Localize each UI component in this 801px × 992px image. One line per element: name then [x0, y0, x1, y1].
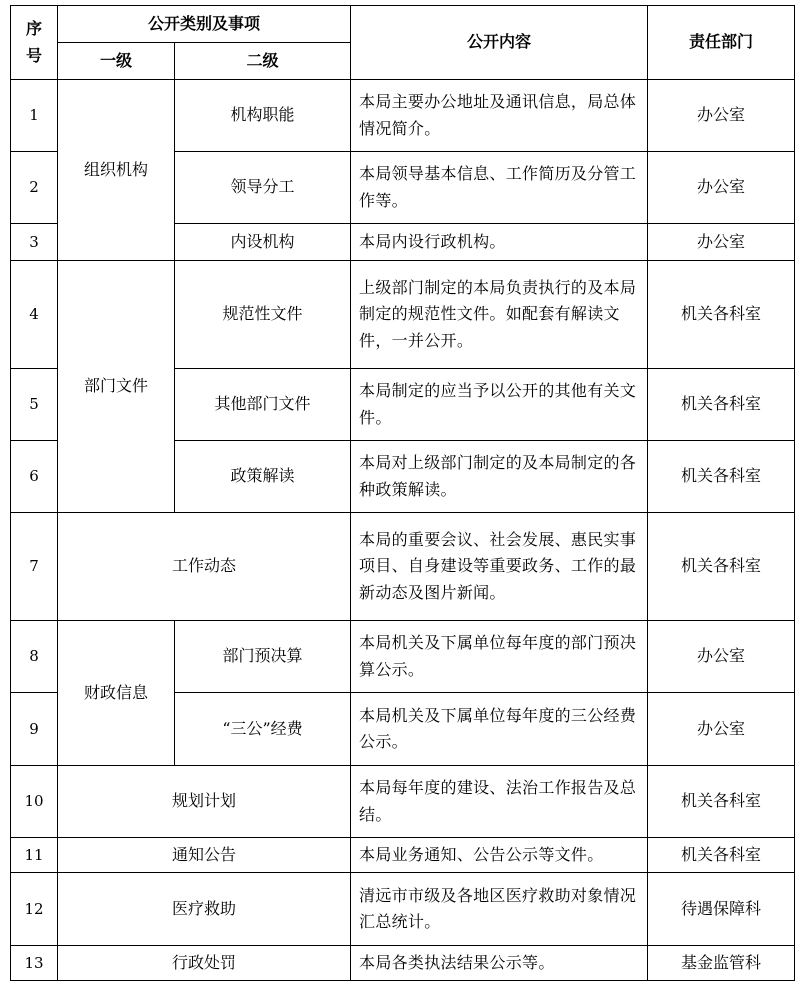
row-content: 本局的重要会议、社会发展、惠民实事项目、自身建设等重要政务、工作的最新动态及图片新闻。	[351, 513, 648, 621]
row-seq: 5	[11, 369, 58, 441]
row-seq: 3	[11, 224, 58, 261]
row-seq: 13	[11, 946, 58, 981]
row-level1: 通知公告	[58, 838, 351, 873]
row-seq: 2	[11, 152, 58, 224]
row-seq: 8	[11, 621, 58, 693]
row-seq: 6	[11, 441, 58, 513]
row-level2: 部门预决算	[175, 621, 351, 693]
row-level2: 机构职能	[175, 80, 351, 152]
row-content: 本局机关及下属单位每年度的部门预决算公示。	[351, 621, 648, 693]
row-content: 本局业务通知、公告公示等文件。	[351, 838, 648, 873]
row-level1: 工作动态	[58, 513, 351, 621]
row-seq: 12	[11, 873, 58, 946]
group-finance: 财政信息	[58, 621, 175, 766]
row-level2: 政策解读	[175, 441, 351, 513]
row-dept: 基金监管科	[648, 946, 795, 981]
row-content: 本局领导基本信息、工作简历及分管工作等。	[351, 152, 648, 224]
header-category: 公开类别及事项	[58, 6, 351, 43]
table-row	[11, 513, 795, 621]
header-level1: 一级	[58, 43, 175, 80]
row-seq: 7	[11, 513, 58, 621]
row-content: 本局主要办公地址及通讯信息，局总体情况简介。	[351, 80, 648, 152]
row-level1: 规划计划	[58, 766, 351, 838]
row-seq: 11	[11, 838, 58, 873]
row-dept: 机关各科室	[648, 838, 795, 873]
row-dept: 待遇保障科	[648, 873, 795, 946]
header-dept: 责任部门	[648, 6, 795, 80]
row-content: 本局制定的应当予以公开的其他有关文件。	[351, 369, 648, 441]
row-level2: 领导分工	[175, 152, 351, 224]
row-level2: “三公”经费	[175, 693, 351, 766]
group-docs: 部门文件	[58, 261, 175, 513]
table-row	[11, 873, 795, 946]
row-dept: 办公室	[648, 224, 795, 261]
row-content: 本局机关及下属单位每年度的三公经费公示。	[351, 693, 648, 766]
row-content: 本局每年度的建设、法治工作报告及总结。	[351, 766, 648, 838]
table-row	[11, 838, 795, 873]
row-dept: 机关各科室	[648, 369, 795, 441]
row-seq: 4	[11, 261, 58, 369]
row-level2: 规范性文件	[175, 261, 351, 369]
row-content: 本局对上级部门制定的及本局制定的各种政策解读。	[351, 441, 648, 513]
disclosure-table	[10, 5, 795, 981]
row-dept: 机关各科室	[648, 513, 795, 621]
row-dept: 办公室	[648, 693, 795, 766]
row-seq: 10	[11, 766, 58, 838]
row-level1: 行政处罚	[58, 946, 351, 981]
row-content: 本局各类执法结果公示等。	[351, 946, 648, 981]
table-row	[11, 80, 795, 152]
row-dept: 办公室	[648, 621, 795, 693]
table-row	[11, 946, 795, 981]
row-dept: 机关各科室	[648, 441, 795, 513]
table-row	[11, 621, 795, 693]
row-content: 上级部门制定的本局负责执行的及本局制定的规范性文件。如配套有解读文件，一并公开。	[351, 261, 648, 369]
table-row	[11, 261, 795, 369]
header-level2: 二级	[175, 43, 351, 80]
row-dept: 办公室	[648, 152, 795, 224]
group-org: 组织机构	[58, 80, 175, 261]
row-content: 本局内设行政机构。	[351, 224, 648, 261]
row-dept: 机关各科室	[648, 261, 795, 369]
row-seq: 9	[11, 693, 58, 766]
row-dept: 机关各科室	[648, 766, 795, 838]
header-content: 公开内容	[351, 6, 648, 80]
header-seq: 序号	[11, 6, 58, 80]
row-level2: 其他部门文件	[175, 369, 351, 441]
row-dept: 办公室	[648, 80, 795, 152]
row-seq: 1	[11, 80, 58, 152]
row-level1: 医疗救助	[58, 873, 351, 946]
table-row	[11, 766, 795, 838]
row-content: 清远市市级及各地区医疗救助对象情况汇总统计。	[351, 873, 648, 946]
row-level2: 内设机构	[175, 224, 351, 261]
